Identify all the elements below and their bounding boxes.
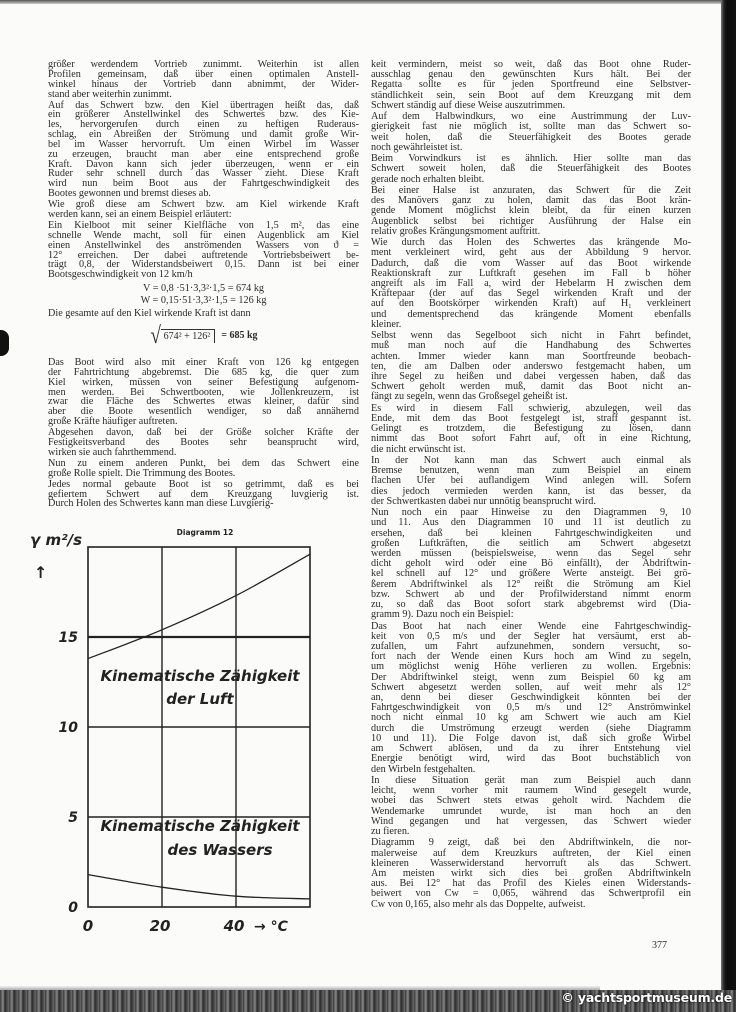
series-label: Kinematische Zähigkeit <box>100 667 300 685</box>
text-line: Das Boot wird also mit einer Kraft von 126 kg entgegen <box>48 356 359 368</box>
text-line: Energie benötigt wird, wird das Boot buchstäblich von <box>371 753 691 765</box>
text-line: aus. Bei 12° hat das Profil des Kieles einen Widerstands- <box>371 878 691 890</box>
text-line: gefiertem Schwert auf dem Kreuzgang luvgierig ist. <box>48 488 359 500</box>
text-line: malerweise auf dem Kreuzkurs auftreten, der Kiel einen <box>371 847 691 859</box>
text-line: des Manövers ganz zu holen, damit das das Boot krän- <box>371 195 691 207</box>
text-line: Abgesehen davon, daß bei der Größe solcher Kräfte der <box>48 427 359 439</box>
text-line: zu erzeugen, braucht man aber eine entsprechend große <box>48 148 359 160</box>
text-line: ihre Segel zu heißen und dabei vergessen haben, daß das <box>371 371 691 383</box>
paragraph <box>371 776 691 837</box>
scan-edge-top <box>0 0 736 4</box>
text-line: relativ großes Krängungsmoment auftritt. <box>371 225 541 237</box>
text-line: größer werdendem Vortrieb zunimmt. Weiterhin ist allen <box>48 59 359 70</box>
text-line: um möglichst wenig Höhe verlieren zu wollen. Ergebnis: <box>371 661 691 673</box>
text-line: dicht geholt wird oder eine Bö einfällt), der Abdriftwin- <box>371 558 691 570</box>
series-label: Kinematische Zähigkeit <box>100 817 300 835</box>
text-line: der Fahrtrichtung abgebremst. Die 685 kg, die quer zum <box>48 366 359 378</box>
paragraph <box>371 508 691 620</box>
y-axis-arrow: ↑ <box>34 563 48 582</box>
square-root-formula <box>48 322 359 349</box>
text-line: keit von 0,5 m/s und der Segler hat versäumt, erst ab- <box>371 630 691 642</box>
text-line: noch gewährleistet ist. <box>371 141 463 153</box>
text-line: große Rolle spielt. Die Trimmung des Bootes. <box>48 467 236 479</box>
paragraph <box>48 459 359 479</box>
text-line: ständlichkeit sein, sein Boot auf dem Kreuzgang mit dem <box>371 89 691 101</box>
text-line: Das Boot hat nach einer Wende eine Fahrtgeschwindig- <box>371 620 691 632</box>
text-line: werden kann, sei an einem Beispiel erläutert: <box>48 209 232 221</box>
text-line: wobei das Schwert stets etwas geholt wird. Nachdem die <box>371 795 691 807</box>
text-line: gerade noch erhalten bleibt. <box>371 173 485 185</box>
text-line: Ruder sehr schnell durch das Wasser zieht. Diese Kraft <box>48 168 359 180</box>
text-line: auf den Bootskörper wirkenden Kraft) auf H₁ verkleinert <box>371 298 691 310</box>
text-line: In der Not kann man das Schwert auch einmal als <box>371 455 691 467</box>
text-line: nimmt das Boot sofort Fahrt auf, oft in eine Richtung, <box>371 433 691 445</box>
text-line: großen Luftkräften, die seitlich am Schwert abgesetzt <box>371 537 691 549</box>
text-line: 10 und 11). Die Folge davon ist, daß sich große Wirbel <box>371 732 691 744</box>
scan-punch-mark <box>0 330 9 356</box>
text-line: der Schwertkasten dabei nur unnötig beansprucht wird. <box>371 495 596 507</box>
text-line: Auf das Schwert bzw. den Kiel übertragen heißt das, daß <box>48 99 359 111</box>
text-line: Durch Holen des Schwertes kann man diese Luvgierig- <box>48 498 274 510</box>
series-line-water <box>88 875 310 899</box>
text-line: einen Anstellwinkel des anströmenden Wassers von ϑ = <box>48 239 359 251</box>
text-line: Gelingt es trotzdem, die Befestigung zu lösen, dann <box>371 423 691 435</box>
text-line: Am meisten wirkt sich dies bei großen Abdriftwinkeln <box>371 867 691 879</box>
scan-edge-right <box>721 0 736 1012</box>
text-line: kleiner. <box>371 318 402 330</box>
text-line: ausschlag genau den gewünschten Kurs hält. Bei der <box>371 69 691 81</box>
text-line: flachen Ufer bei auflandigem Wind anlegen will. Sofern <box>371 475 691 487</box>
text-line: Cw von 0,165, also mehr als das Doppelte, aufweist. <box>371 898 586 910</box>
text-line: Schwert abgesetzt werden sollen, auf weit mehr als 12° <box>371 681 691 693</box>
text-line: Ende, mit dem das Boot festgelegt ist, straff gespannt ist. <box>371 413 691 425</box>
text-line: gierigkeit fast nie möglich ist, sollte man das Schwert so- <box>371 121 691 133</box>
text-line: Regatta sollte es für jeden Sportfreund eine Selbstver- <box>371 79 691 91</box>
paragraph <box>371 112 691 153</box>
text-line: 12° erreichen. Der dabei auftretende Vortriebsbeiwert be- <box>48 249 359 261</box>
text-line: kel schnell auf 12° und größere Werte ansteigt. Bei grö- <box>371 568 691 580</box>
text-line: leicht, wenn vorher mit raumem Wind gesegelt wurde, <box>371 785 691 797</box>
text-line: schnelle Wende macht, soll für einen Augenblick am Kiel <box>48 229 359 241</box>
text-line: zu fieren. <box>371 825 410 837</box>
text-line: ein größerer Anstellwinkel des Schwertes bzw. des Kie- <box>48 109 359 121</box>
text-line: Kräftepaar (der auf das Segel wirkenden Kraft und der <box>371 288 691 300</box>
text-line: trägt 0,8, der Widerstandsbeiwert 0,15. Dann ist bei einer <box>48 259 359 271</box>
y-tick-label: 15 <box>58 630 78 646</box>
paragraph <box>48 358 359 427</box>
text-line: schlag, ein Abreißen der Strömung und damit große Wir- <box>48 129 359 141</box>
text-line: weit holen, daß die Steuerfähigkeit des Bootes gerade <box>371 131 691 143</box>
text-line: Dadurch, daß die vom Wasser auf das Boot wirkende <box>371 257 691 269</box>
x-tick-label: 20 <box>149 917 171 935</box>
text-line: Profilen gemeinsam, daß über einen optimalen Anstell- <box>48 68 359 80</box>
paragraph <box>48 309 359 319</box>
series-line-air <box>88 554 310 658</box>
text-line: Beim Vorwindkurs ist es ähnlich. Hier sollte man das <box>371 153 691 165</box>
text-line: muß man noch auf die Handhabung des Schwertes <box>371 340 691 352</box>
text-line: Kiel wirken, müssen von seiner Befestigung aufgenom- <box>48 376 359 388</box>
text-line: Wie groß diese am Schwert bzw. am Kiel wirkende Kraft <box>48 199 359 211</box>
text-line: Auf dem Halbwindkurs, wo eine Austrimmung der Luv- <box>371 111 691 123</box>
text-line: ßerem Abdriftwinkel als 12° reißt die Strömung am Kiel <box>371 578 691 590</box>
text-line: Schwert soweit holen, daß die Steuerfähigkeit des Bootes <box>371 163 691 175</box>
text-line: Ein Kielboot mit seiner Kielfläche von 1,5 m², das eine <box>48 220 359 232</box>
series-label: der Luft <box>166 690 234 708</box>
text-line: noch nicht einmal 10 kg am Schwert wie auch am Kiel <box>371 712 691 724</box>
text-line: Schwert geholt werden muß, damit das Boot nicht an- <box>371 381 691 393</box>
text-line: dies jedoch vermieden werden kann, ist das besser, da <box>371 485 691 497</box>
formula-line: W = 0,15·51·3,3²·1,5 = 126 kg <box>140 294 267 306</box>
text-line: zu, so daß das Boot sofort stark abgebremst wird (Dia- <box>371 599 691 611</box>
paragraph <box>48 60 359 99</box>
text-line: Reaktionskraft zur Luftkraft gesehen im Fall b höher <box>371 267 691 279</box>
paragraph <box>371 456 691 507</box>
text-line: ten, die am Dalben oder anderswo festgemacht haben, um <box>371 360 691 372</box>
text-line: gende Moment möglichst klein bleibt, da für einen kurzen <box>371 205 691 217</box>
text-line: Kraft. Davon kann sich jeder überzeugen, wenn er ein <box>48 158 359 170</box>
text-line: am Schwert ablösen, und da zu ihrer Entstehung viel <box>371 743 691 755</box>
y-tick-label: 0 <box>68 900 78 916</box>
text-line: ment verkleinert wird, geht aus der Abbildung 9 hervor. <box>371 247 691 259</box>
text-line: Nun noch ein paar Hinweise zu den Diagrammen 9, 10 <box>371 507 691 519</box>
text-line: die nicht erwünscht ist. <box>371 443 466 455</box>
text-line: In diese Situation gerät man zum Beispiel auch dann <box>371 774 691 786</box>
paragraph <box>371 60 691 111</box>
x-axis-label: → °C <box>254 919 288 935</box>
text-line: Wind gegangen und hat vergessen, das Schwert wieder <box>371 815 691 827</box>
text-line: Festigkeitsverband des Bootes sehr beansprucht wird, <box>48 436 359 448</box>
text-line: den Wirbeln festgehalten. <box>371 763 476 775</box>
text-line: fort nach der Wende einen Kurs hoch am Wind zu segeln, <box>371 651 691 663</box>
paragraph <box>48 221 359 280</box>
text-line: Es wird in diesem Fall schwierig, abzulegen, weil das <box>371 402 691 414</box>
text-line: angreift als im Fall a, wird der Hebelarm H zwischen dem <box>371 278 691 290</box>
paragraph <box>371 404 691 455</box>
paragraph <box>371 154 691 185</box>
text-column-right <box>371 60 691 911</box>
text-line: Wendemarke umrundet wurde, ist man hoch an den <box>371 805 691 817</box>
text-line: Wie durch das Holen des Schwertes das krängende Mo- <box>371 237 691 249</box>
text-line: Bremse benutzen, wenn man zum Beispiel an einem <box>371 465 691 477</box>
text-line: les, hervorgerufen durch einen zu heftigen Ruderaus- <box>48 119 359 131</box>
text-line: kleineren Wasserwiderstand hervorruft als das Schwert. <box>371 857 691 869</box>
text-line: wirken sie auch fahrthemmend. <box>48 446 177 458</box>
text-line: Bootes gewonnen und bremst dieses ab. <box>48 188 211 200</box>
text-line: Nun zu einem anderen Punkt, bei dem das Schwert eine <box>48 457 359 469</box>
text-line: Fahrtgeschwindigkeit von 0,5 m/s und 12° Anströmwinkel <box>371 702 691 714</box>
text-line: men werden. Bei Schwertbooten, wie Jollenkreuzern, ist <box>48 386 359 398</box>
text-line: Der Abdriftwinkel steigt, wenn zum Beispiel 60 kg am <box>371 671 691 683</box>
text-line: Jedes normal gebaute Boot ist so getrimmt, daß es bei <box>48 478 359 490</box>
watermark: © yachtsportmuseum.de <box>561 990 732 1005</box>
text-line: große Kräfte häufiger auftreten. <box>48 416 178 428</box>
text-line: zufallen, um Fahrt aufzunehmen, sondern versucht, so- <box>371 641 691 653</box>
paragraph <box>48 200 359 220</box>
text-line: achten. Immer wieder kann man Soortfreunde beobach- <box>371 350 691 362</box>
text-line: stand aber weiterhin zunimmt. <box>48 88 172 100</box>
paragraph <box>371 838 691 909</box>
text-line: keit vermindern, meist so weit, daß das Boot ohne Ruder- <box>371 59 691 70</box>
text-line: an, denn bei dieser Geschwindigkeit könnten bei der <box>371 692 691 704</box>
series-label: des Wassers <box>167 841 273 859</box>
text-line: werden müssen (beispielsweise, wenn das Segel sehr <box>371 548 691 560</box>
y-tick-label: 10 <box>58 720 78 736</box>
y-tick-label: 5 <box>68 810 78 826</box>
text-column-left <box>48 60 359 510</box>
text-line: Selbst wenn das Segelboot sich nicht in Fahrt befindet, <box>371 330 691 342</box>
x-tick-label: 40 <box>223 917 245 935</box>
text-line: aber die Boote wesentlich wendiger, so daß annähernd <box>48 406 359 418</box>
page-number: 377 <box>652 940 667 951</box>
diagram-12-chart <box>0 505 330 940</box>
text-line: Die gesamte auf den Kiel wirkende Kraft ist dann <box>48 308 251 320</box>
formula-result: = 685 kg <box>221 330 258 342</box>
x-tick-label: 0 <box>82 917 94 935</box>
y-axis-label: γ m²/s <box>30 531 83 549</box>
text-line: fängt zu segeln, wenn das Großsegel geheißt ist. <box>371 391 568 403</box>
text-line: winkel hinaus der Vortrieb dann abnimmt, der Wider- <box>48 78 359 90</box>
paragraph <box>48 101 359 199</box>
text-line: zwar die Fläche des Schwertes etwas kleiner, dafür sind <box>48 396 359 408</box>
formula-line: V = 0,8 ·51·3,3²·1,5 = 674 kg <box>142 283 265 295</box>
text-line: ersehen, daß bei kleinen Fahrtgeschwindigkeiten und <box>371 527 691 539</box>
paragraph <box>48 428 359 458</box>
text-line: und dementsprechend das krängende Moment ebenfalls <box>371 308 691 320</box>
text-line: bzw. Schwert ab und der Profilwiderstand nimmt enorm <box>371 588 691 600</box>
paragraph <box>371 331 691 402</box>
text-line: Augenblick selbst bei richtiger Ausführung der Halse ein <box>371 215 691 227</box>
text-line: und 11. Aus den Diagrammen 10 und 11 ist deutlich zu <box>371 517 691 529</box>
text-line: durch die Umströmung erzeugt werden (siehe Diagramm <box>371 722 691 734</box>
chart-title: Diagramm 12 <box>176 528 234 537</box>
paragraph <box>371 186 691 237</box>
text-line: gramm 9). Dazu noch ein Beispiel: <box>371 609 514 621</box>
text-line: Diagramm 9 zeigt, daß bei den Abdriftwinkeln, die nor- <box>371 837 691 849</box>
formula-block <box>48 283 359 306</box>
text-line: Bootsgeschwindigkeit von 12 km/h <box>48 269 193 281</box>
text-line: Bei einer Halse ist anzuraten, das Schwert für die Zeit <box>371 185 691 196</box>
text-line: bel im Wasser hervorruft. Um einen Wirbel im Wasser <box>48 138 359 150</box>
paragraph <box>371 622 691 775</box>
paragraph <box>371 238 691 330</box>
text-line: wird nun beim Boot aus der Fahrtgeschwindigkeit des <box>48 178 359 190</box>
text-line: Schwert ständig auf diese Weise auszutrimmen. <box>371 99 566 111</box>
radical-sign: √ <box>150 322 162 349</box>
formula-radicand: 674² + 126² <box>161 329 216 343</box>
text-line: beiwert von Cw = 0,065, während das Schwertprofil ein <box>371 888 691 900</box>
